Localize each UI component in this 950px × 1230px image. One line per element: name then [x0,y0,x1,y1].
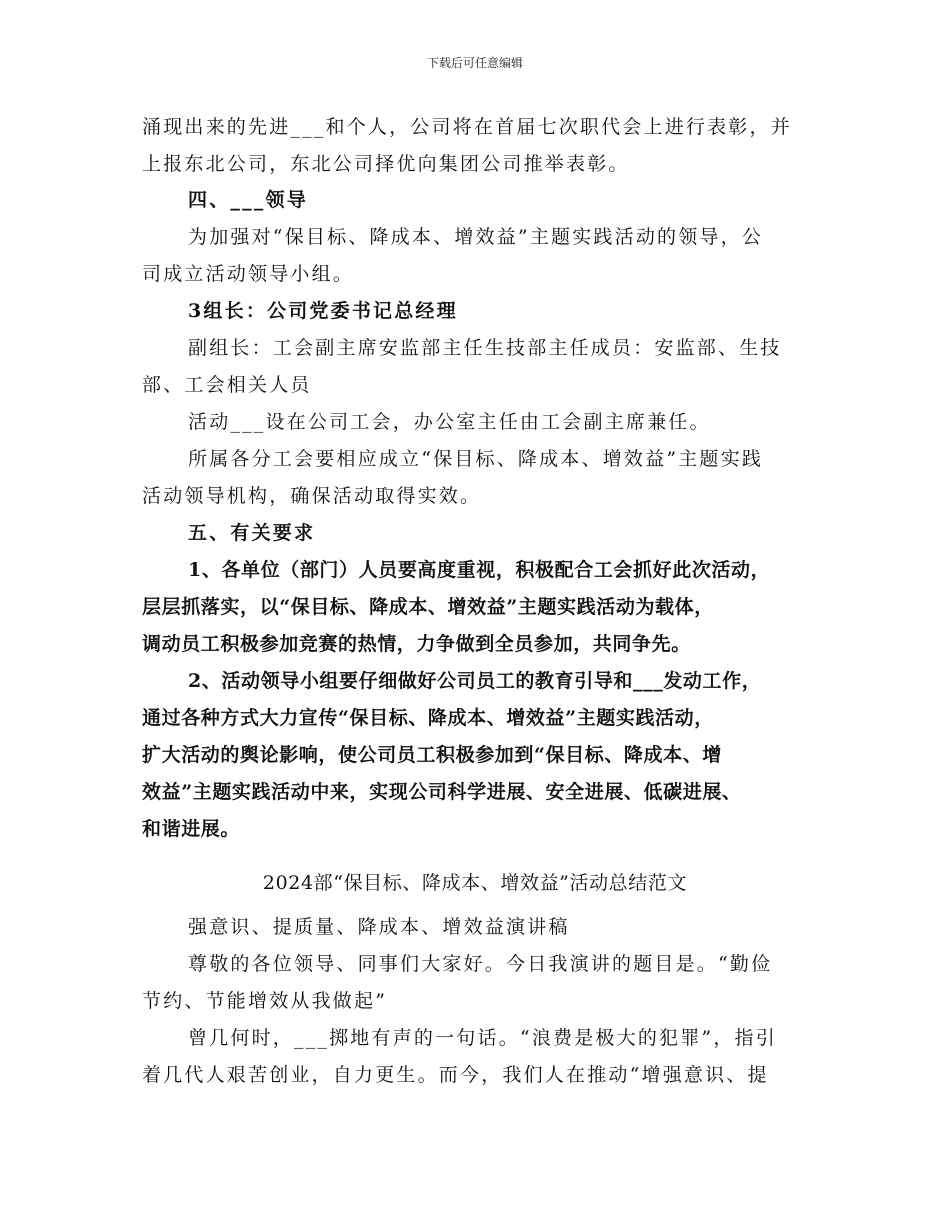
body-line: 涌现出来的先进___和个人，公司将在首届七次职代会上进行表彰，并 [142,116,792,138]
body-line: 节约、节能增效从我做起” [142,990,388,1012]
section-heading: 四、___领导 [188,189,308,211]
document-title: 2024部“保目标、降成本、增效益”活动总结范文 [262,872,688,894]
body-line: 活动领导机构，确保活动取得实效。 [142,485,482,507]
page-header: 下载后可任意编辑 [426,56,523,70]
bold-line: 1、各单位（部门）人员要高度重视，积极配合工会抓好此次活动， [188,559,771,581]
body-line: 尊敬的各位领导、同事们大家好。今日我演讲的题目是。“勤俭 [188,953,773,975]
bold-line: 通过各种方式大力宣传“保目标、降成本、增效益”主题实践活动， [142,707,714,729]
section-heading: 3组长：公司党委书记总经理 [188,300,458,322]
body-line: 司成立活动领导小组。 [142,263,355,285]
body-line: 着几代人艰苦创业，自力更生。而今，我们人在推动“增强意识、提 [142,1064,769,1086]
bold-line: 调动员工积极参加竞赛的热情，力争做到全员参加，共同争先。 [142,633,691,655]
section-heading: 五、有关要求 [188,522,316,544]
bold-line: 扩大活动的舆论影响，使公司员工积极参加到“保目标、降成本、增 [142,744,722,766]
body-line: 上报东北公司，东北公司择优向集团公司推举表彰。 [142,153,630,175]
bold-line: 和谐进展。 [142,818,241,840]
body-line: 部、工会相关人员 [142,374,312,396]
body-line: 曾几何时，___掷地有声的一句话。“浪费是极大的犯罪”，指引 [188,1027,777,1049]
body-line: 所属各分工会要相应成立“保目标、降成本、增效益”主题实践 [188,448,764,470]
bold-line: 效益”主题实践活动中来，实现公司科学进展、安全进展、低碳进展、 [142,781,742,803]
bold-line: 层层抓落实，以“保目标、降成本、增效益”主题实践活动为载体， [142,596,714,618]
body-line: 副组长：工会副主席安监部主任生技部主任成员：安监部、生技 [188,337,782,359]
body-line: 活动___设在公司工会，办公室主任由工会副主席兼任。 [188,411,711,433]
body-line: 强意识、提质量、降成本、增效益演讲稿 [188,916,570,938]
bold-line: 2、活动领导小组要仔细做好公司员工的教育引导和___发动工作， [188,670,762,692]
body-line: 为加强对“保目标、降成本、增效益”主题实践活动的领导，公 [188,226,764,248]
